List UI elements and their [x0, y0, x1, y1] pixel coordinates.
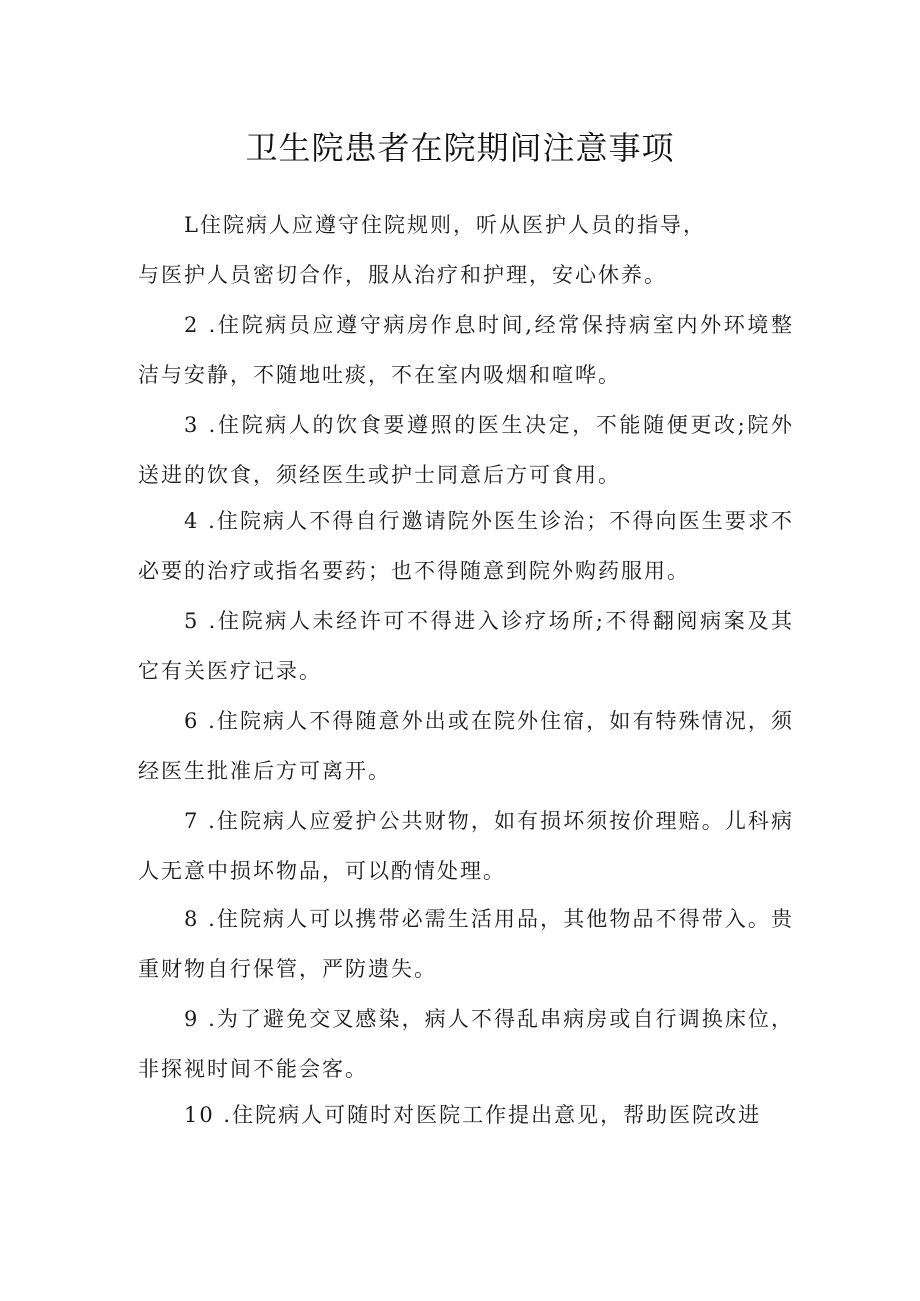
rule-item-4-line-2: 必要的治疗或指名要药；也不得随意到院外购药服用。: [138, 559, 690, 583]
rule-item-10: [138, 1090, 794, 1140]
rule-item-2-line-2: 洁与安静，不随地吐痰，不在室内吸烟和喧哗。: [138, 363, 621, 387]
rule-item-6: [138, 696, 794, 796]
rule-item-2: [138, 300, 794, 400]
rule-item-5-line-2: 它有关医疗记录。: [138, 659, 322, 683]
rule-item-6-line-2: 经医生批准后方可离开。: [138, 759, 391, 783]
rule-item-8-line-2: 重财物自行保管，严防遗失。: [138, 957, 437, 981]
rule-item-9-line-1: 9 .为了避免交叉感染，病人不得乱串病房或自行调换床位，: [184, 1007, 794, 1031]
rule-item-7-line-2: 人无意中损坏物品，可以酌情处理。: [138, 859, 506, 883]
rule-item-10-line-1: 10 .住院病人可随时对医院工作提出意见，帮助医院改进: [184, 1103, 762, 1127]
rule-item-5: [138, 596, 794, 696]
document-title: 卫生院患者在院期间注意事项: [245, 129, 675, 167]
rule-item-2-line-1: 2 .住院病员应遵守病房作息时间,经常保持病室内外环境整: [184, 313, 794, 337]
rule-item-5-line-1: 5 .住院病人未经许可不得进入诊疗场所;不得翻阅病案及其: [184, 609, 794, 633]
rule-item-3: [138, 400, 794, 500]
rule-item-8: [138, 894, 794, 994]
rule-item-1-line-2: 与医护人员密切合作，服从治疗和护理，安心休养。: [138, 263, 667, 287]
rule-item-7: [138, 796, 794, 896]
rule-item-3-line-2: 送进的饮食，须经医生或护士同意后方可食用。: [138, 463, 621, 487]
rule-item-8-line-1: 8 .住院病人可以携带必需生活用品，其他物品不得带入。贵: [184, 907, 794, 931]
rule-item-4-line-1: 4 .住院病人不得自行邀请院外医生诊治；不得向医生要求不: [184, 509, 794, 533]
rule-item-4: [138, 496, 794, 596]
rule-item-3-line-1: 3 .住院病人的饮食要遵照的医生决定，不能随便更改;院外: [184, 413, 794, 437]
rule-item-1-line-1: L住院病人应遵守住院规则，听从医护人员的指导，: [184, 213, 706, 237]
rule-item-7-line-1: 7 .住院病人应爱护公共财物，如有损坏须按价理赔。儿科病: [184, 809, 794, 833]
rule-item-9: [138, 994, 794, 1094]
rule-item-1: [138, 200, 794, 300]
rule-item-9-line-2: 非探视时间不能会客。: [138, 1057, 368, 1081]
rule-item-6-line-1: 6 .住院病人不得随意外出或在院外住宿，如有特殊情况，须: [184, 709, 794, 733]
